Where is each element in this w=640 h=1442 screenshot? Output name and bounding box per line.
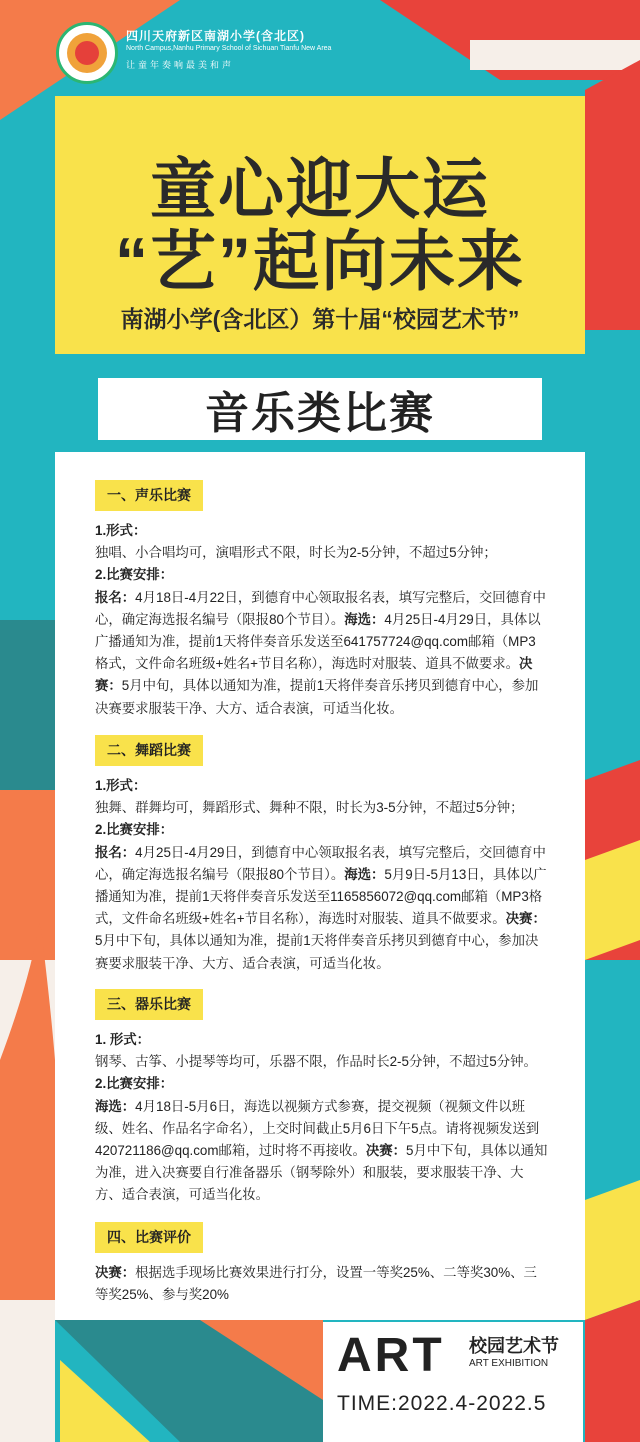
main-title-line-1: 童心迎大运 <box>150 152 490 226</box>
paragraph: 2.比赛安排： 报名：4月18日-4月22日，到德育中心领取报名表，填写完整后，交回德育中心，确定海选报名编号（限报80个节目）。海选：4月25日-4月29日，具体以广播通知为准，提前1天将伴奏音乐发送至641757724@qq.com邮箱（MP3格式，文件命名班级+姓名+节目名称），海选时对服装、道具不做要求。决赛：5月中旬，具体以通知为准，提前1天将伴奏音乐拷贝到德育中心，参加决赛要求服装干净、大方、适合表演，可适当化妆。 <box>95 567 546 716</box>
school-name-en: North Campus,Nanhu Primary School of Sichuan Tianfu New Area <box>126 45 332 52</box>
section-heading: 四、比赛评价 <box>95 1222 203 1253</box>
paragraph: 2.比赛安排： 海选：4月18日-5月6日，海选以视频方式参赛，提交视频（视频文件以班级、姓名、作品名字命名），上交时间截止5月6日下午5点。请将视频发送到420721186@qq.com邮箱，过时将不再接收。决赛：5月中下旬，具体以通知为准，进入决赛要自行准备器乐（钢琴除外）和服装，要求服装干净、大方、适合表演，可适当化妆。 <box>95 1076 548 1203</box>
paragraph: 1.形式： 独舞、群舞均可，舞蹈形式、舞种不限，时长为3-5分钟，不超过5分钟； <box>95 778 524 816</box>
art-label: ART <box>337 1329 445 1382</box>
school-name: 四川天府新区南湖小学(含北区) <box>126 29 305 43</box>
event-time: TIME:2022.4-2022.5 <box>337 1392 547 1415</box>
title-panel <box>55 96 585 354</box>
category-banner: 音乐类比赛 <box>98 378 542 440</box>
paragraph: 2.比赛安排： 报名：4月25日-4月29日，到德育中心领取报名表，填写完整后，交回德育中心，确定海选报名编号（限报80个节目）。海选：5月9日-5月13日，具体以广播通知为准，提前1天将伴奏音乐发送至1165856072@qq.com邮箱（MP3格式，文件命名班级+姓名+节目名称），海选时对服装、道具不做要求。决赛：5月中下旬，具体以通知为准，提前1天将伴奏音乐拷贝到德育中心，参加决赛要求服装干净、大方、适合表演，可适当化妆。 <box>95 822 547 971</box>
paragraph: 1. 形式： 钢琴、古筝、小提琴等均可，乐器不限，作品时长2-5分钟，不超过5分钟。 <box>95 1032 537 1070</box>
section-body <box>95 775 548 975</box>
subtitle: 南湖小学(含北区）第十届“校园艺术节” <box>120 306 520 332</box>
festival-name: 校园艺术节 <box>469 1336 559 1356</box>
section-body <box>95 1029 548 1207</box>
festival-name-en: ART EXHIBITION <box>469 1358 549 1369</box>
section-heading: 二、舞蹈比赛 <box>95 735 203 766</box>
footer-box <box>323 1322 583 1442</box>
school-motto: 让童年奏响最美和声 <box>126 60 235 70</box>
section-heading: 一、声乐比赛 <box>95 480 203 511</box>
paragraph: 决赛：根据选手现场比赛效果进行打分，设置一等奖25%、二等奖30%、三等奖25%、参与奖20% <box>95 1265 537 1303</box>
school-logo <box>56 22 118 84</box>
paragraph: 1.形式： 独唱、小合唱均可，演唱形式不限，时长为2-5分钟，不超过5分钟； <box>95 523 497 561</box>
section-body <box>95 520 548 720</box>
section-heading: 三、器乐比赛 <box>95 989 203 1020</box>
content-card <box>55 452 585 1320</box>
main-title-line-2: “艺”起向未来 <box>115 224 525 298</box>
section-body <box>95 1262 548 1306</box>
